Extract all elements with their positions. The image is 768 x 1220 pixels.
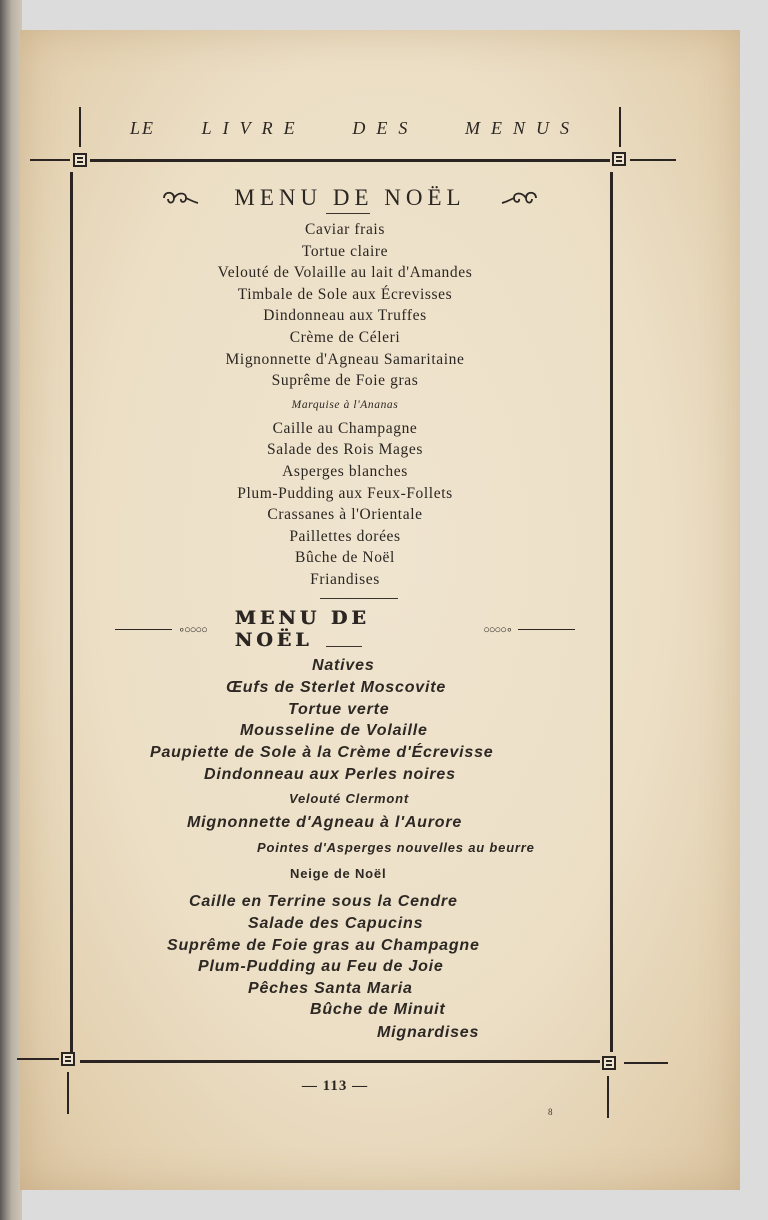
header-word: DES	[352, 118, 419, 138]
menu1-list	[100, 219, 590, 591]
menu1-item: Paillettes dorées	[289, 527, 401, 545]
menu1-item: Timbale de Sole aux Écrevisses	[237, 285, 453, 303]
menu2-item: Mignardises	[377, 1024, 480, 1041]
menu1-item: Caviar frais	[305, 221, 385, 238]
menu1-item: Crème de Céleri	[289, 328, 401, 346]
menu1-title-block	[140, 178, 560, 218]
menu2-item: Neige de Noël	[290, 866, 387, 881]
menu2-item: Dindonneau aux Perles noires	[204, 766, 456, 783]
chain-ornament-icon: ∘○○○○	[178, 623, 207, 636]
menu2-item: Salade des Capucins	[248, 915, 424, 932]
menu2-item: Caille en Terrine sous la Cendre	[189, 893, 458, 910]
menu1-item: Velouté de Volaille au lait d'Amandes	[217, 264, 473, 282]
menu2-item: Tortue verte	[288, 701, 390, 718]
menu2-item: Œufs de Sterlet Moscovite	[226, 679, 447, 696]
frame-corner-ornament	[73, 153, 87, 167]
menu2-item: Plum-Pudding au Feu de Joie	[198, 958, 444, 975]
menu1-item: Tortue claire	[301, 242, 389, 260]
title-dash-right	[518, 629, 575, 630]
menu2-item: Paupiette de Sole à la Crème d'Écrevisse	[150, 744, 494, 761]
menu2-title: MENU DE NOËL	[234, 607, 370, 651]
menu1-item: Crassanes à l'Orientale	[267, 506, 423, 524]
header-word: MENUS	[464, 118, 580, 138]
menu1-item: Asperges blanches	[282, 462, 408, 480]
page-number: — 113 —	[301, 1078, 369, 1094]
menu1-item: Mignonnette d'Agneau Samaritaine	[225, 350, 465, 368]
chain-ornament-icon: ○○○○∘	[483, 623, 512, 636]
menu1-item: Plum-Pudding aux Feux-Follets	[237, 484, 453, 502]
menu1-item: Dindonneau aux Truffes	[263, 307, 427, 325]
frame-corner-ornament	[612, 152, 626, 166]
menu1-item: Caille au Champagne	[272, 419, 418, 437]
menu1-item: Salade des Rois Mages	[267, 441, 423, 459]
menu1-item: Bûche de Noël	[295, 549, 395, 567]
menu2-item: Velouté Clermont	[289, 791, 409, 806]
frame-corner-ornament	[602, 1056, 616, 1070]
frame-corner-ornament	[61, 1052, 75, 1066]
menu1-item: Friandises	[310, 570, 380, 588]
signature-mark: 8	[548, 1107, 553, 1117]
menu1-title: MENU DE NOËL	[234, 185, 466, 210]
header-word: LIVRE	[201, 118, 306, 138]
menu2-item: Mousseline de Volaille	[240, 722, 428, 739]
menu1-end-rule	[320, 598, 398, 599]
right-flourish-icon	[500, 186, 540, 210]
header-word: LE	[130, 118, 156, 138]
title-underline	[326, 646, 362, 647]
menu2-item: Bûche de Minuit	[310, 1001, 446, 1018]
menu1-item: Suprême de Foie gras	[271, 372, 419, 390]
menu2-title-block	[115, 607, 575, 651]
running-header	[130, 118, 580, 139]
menu2-item: Suprême de Foie gras au Champagne	[167, 937, 480, 954]
title-underline	[326, 213, 370, 214]
menu2-item: Mignonnette d'Agneau à l'Aurore	[187, 814, 463, 831]
title-dash-left	[115, 629, 172, 630]
left-flourish-icon	[160, 186, 200, 210]
menu2-item: Pointes d'Asperges nouvelles au beurre	[257, 840, 535, 855]
menu1-item: Marquise à l'Ananas	[291, 398, 399, 411]
book-binding-edge	[0, 0, 22, 1220]
menu2-item: Pêches Santa Maria	[248, 980, 413, 997]
menu2-item: Natives	[312, 657, 375, 674]
